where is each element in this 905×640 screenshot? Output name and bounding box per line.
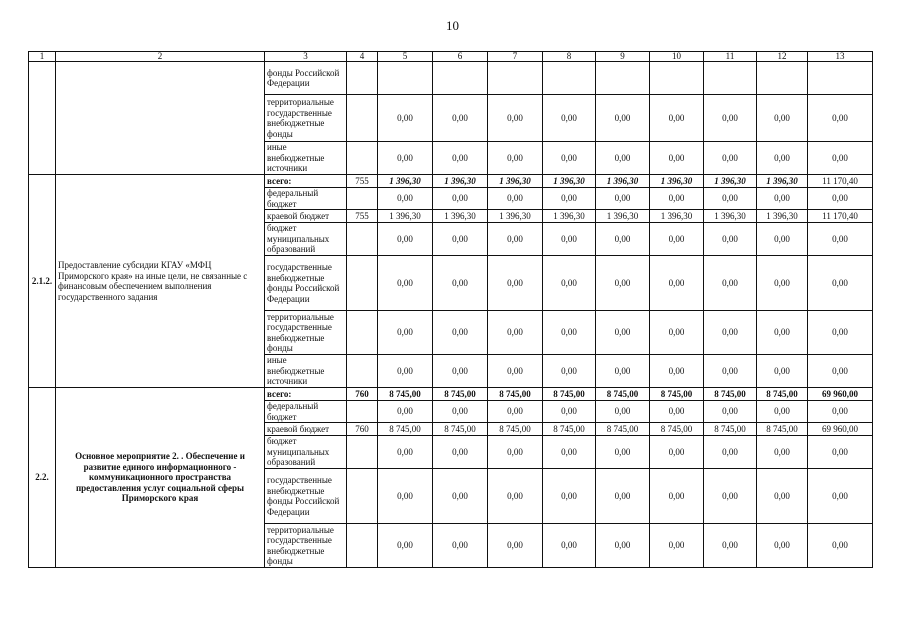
funding-source: государственные внебюджетные фонды Российской Федерации <box>265 469 347 524</box>
year-value: 0,00 <box>808 223 873 256</box>
funding-source: государственные внебюджетные фонды Российской Федерации <box>265 256 347 311</box>
budget-code: 760 <box>347 423 378 436</box>
year-value: 0,00 <box>543 524 596 568</box>
year-value: 0,00 <box>704 142 757 175</box>
year-value: 0,00 <box>704 401 757 423</box>
year-value: 0,00 <box>543 311 596 355</box>
year-value: 0,00 <box>488 188 543 210</box>
year-value: 0,00 <box>543 188 596 210</box>
year-value: 1 396,30 <box>704 175 757 188</box>
year-value: 0,00 <box>704 469 757 524</box>
funding-source: территориальные государственные внебюджетные фонды <box>265 524 347 568</box>
year-value: 1 396,30 <box>757 175 808 188</box>
year-value: 11 170,40 <box>808 175 873 188</box>
year-value: 0,00 <box>543 223 596 256</box>
year-value <box>650 62 704 95</box>
item-name: Предоставление субсидии КГАУ «МФЦ Приморского края» на иные цели, не связанные с финансовым обеспечением выполнения государственного задания <box>56 175 265 388</box>
budget-table <box>28 51 873 568</box>
year-value <box>378 62 433 95</box>
funding-source: бюджет муниципальных образований <box>265 436 347 469</box>
year-value: 8 745,00 <box>704 423 757 436</box>
funding-source: территориальные государственные внебюджетные фонды <box>265 95 347 142</box>
year-value: 0,00 <box>433 355 488 388</box>
year-value: 0,00 <box>433 223 488 256</box>
budget-code <box>347 142 378 175</box>
year-value: 0,00 <box>433 142 488 175</box>
year-value: 0,00 <box>757 401 808 423</box>
year-value: 0,00 <box>596 469 650 524</box>
year-value: 0,00 <box>757 256 808 311</box>
year-value: 1 396,30 <box>704 210 757 223</box>
year-value: 0,00 <box>378 311 433 355</box>
year-value: 1 396,30 <box>757 210 808 223</box>
year-value: 8 745,00 <box>543 423 596 436</box>
column-header: 10 <box>650 52 704 62</box>
year-value: 0,00 <box>808 95 873 142</box>
year-value: 0,00 <box>433 469 488 524</box>
funding-source: фонды Российской Федерации <box>265 62 347 95</box>
column-header: 9 <box>596 52 650 62</box>
funding-source: территориальные государственные внебюджетные фонды <box>265 311 347 355</box>
budget-code: 760 <box>347 388 378 401</box>
funding-source: бюджет муниципальных образований <box>265 223 347 256</box>
year-value: 0,00 <box>378 469 433 524</box>
table-row <box>29 62 873 95</box>
year-value: 1 396,30 <box>488 210 543 223</box>
year-value: 1 396,30 <box>378 175 433 188</box>
year-value: 0,00 <box>378 188 433 210</box>
year-value: 8 745,00 <box>596 388 650 401</box>
year-value: 0,00 <box>808 401 873 423</box>
year-value: 0,00 <box>808 256 873 311</box>
year-value: 8 745,00 <box>488 388 543 401</box>
budget-code <box>347 62 378 95</box>
year-value <box>596 62 650 95</box>
year-value: 0,00 <box>433 188 488 210</box>
year-value: 8 745,00 <box>596 423 650 436</box>
year-value: 0,00 <box>378 142 433 175</box>
year-value: 8 745,00 <box>650 388 704 401</box>
year-value: 0,00 <box>596 188 650 210</box>
year-value: 0,00 <box>650 436 704 469</box>
year-value: 0,00 <box>433 436 488 469</box>
year-value: 0,00 <box>704 524 757 568</box>
year-value: 0,00 <box>543 142 596 175</box>
year-value: 0,00 <box>704 436 757 469</box>
year-value: 0,00 <box>488 311 543 355</box>
year-value: 0,00 <box>488 355 543 388</box>
year-value: 0,00 <box>378 436 433 469</box>
year-value: 69 960,00 <box>808 388 873 401</box>
year-value: 0,00 <box>596 95 650 142</box>
item-code: 2.1.2. <box>29 175 56 388</box>
column-header: 6 <box>433 52 488 62</box>
year-value: 0,00 <box>757 524 808 568</box>
year-value: 0,00 <box>757 95 808 142</box>
year-value: 0,00 <box>378 401 433 423</box>
year-value: 0,00 <box>757 311 808 355</box>
year-value: 0,00 <box>596 256 650 311</box>
column-header: 7 <box>488 52 543 62</box>
year-value: 0,00 <box>543 436 596 469</box>
year-value: 0,00 <box>488 401 543 423</box>
budget-code <box>347 256 378 311</box>
column-header: 13 <box>808 52 873 62</box>
year-value: 69 960,00 <box>808 423 873 436</box>
year-value: 0,00 <box>543 401 596 423</box>
year-value: 0,00 <box>378 223 433 256</box>
year-value <box>488 62 543 95</box>
year-value: 0,00 <box>808 436 873 469</box>
budget-code <box>347 469 378 524</box>
year-value: 0,00 <box>808 524 873 568</box>
year-value: 0,00 <box>704 188 757 210</box>
year-value <box>433 62 488 95</box>
year-value: 1 396,30 <box>378 210 433 223</box>
year-value: 0,00 <box>704 95 757 142</box>
year-value: 0,00 <box>808 142 873 175</box>
year-value: 0,00 <box>488 524 543 568</box>
year-value: 0,00 <box>378 256 433 311</box>
budget-code <box>347 436 378 469</box>
year-value: 8 745,00 <box>757 388 808 401</box>
year-value: 11 170,40 <box>808 210 873 223</box>
year-value: 0,00 <box>650 524 704 568</box>
year-value: 0,00 <box>543 95 596 142</box>
year-value: 0,00 <box>488 223 543 256</box>
column-header: 12 <box>757 52 808 62</box>
column-header: 2 <box>56 52 265 62</box>
year-value: 0,00 <box>704 223 757 256</box>
budget-code: 755 <box>347 210 378 223</box>
year-value: 8 745,00 <box>650 423 704 436</box>
year-value: 0,00 <box>596 355 650 388</box>
year-value: 0,00 <box>704 256 757 311</box>
year-value: 0,00 <box>808 311 873 355</box>
table-row <box>29 175 873 188</box>
funding-source: иные внебюджетные источники <box>265 142 347 175</box>
year-value: 1 396,30 <box>596 210 650 223</box>
budget-code <box>347 188 378 210</box>
year-value: 0,00 <box>704 355 757 388</box>
year-value: 0,00 <box>757 355 808 388</box>
year-value: 0,00 <box>650 401 704 423</box>
year-value <box>808 62 873 95</box>
year-value: 0,00 <box>378 95 433 142</box>
budget-code <box>347 524 378 568</box>
funding-source: всего: <box>265 388 347 401</box>
year-value: 0,00 <box>596 436 650 469</box>
funding-source: федеральный бюджет <box>265 401 347 423</box>
budget-code <box>347 311 378 355</box>
year-value: 0,00 <box>378 524 433 568</box>
column-header: 8 <box>543 52 596 62</box>
year-value: 0,00 <box>650 142 704 175</box>
year-value: 8 745,00 <box>704 388 757 401</box>
year-value: 8 745,00 <box>543 388 596 401</box>
year-value: 1 396,30 <box>488 175 543 188</box>
year-value: 0,00 <box>596 401 650 423</box>
year-value: 0,00 <box>757 142 808 175</box>
year-value: 8 745,00 <box>433 423 488 436</box>
year-value: 0,00 <box>433 256 488 311</box>
year-value: 8 745,00 <box>378 423 433 436</box>
year-value: 0,00 <box>650 256 704 311</box>
year-value: 0,00 <box>757 469 808 524</box>
budget-code: 755 <box>347 175 378 188</box>
year-value: 0,00 <box>596 524 650 568</box>
year-value: 0,00 <box>433 311 488 355</box>
year-value: 0,00 <box>378 355 433 388</box>
year-value: 1 396,30 <box>650 175 704 188</box>
year-value: 1 396,30 <box>650 210 704 223</box>
item-code: 2.2. <box>29 388 56 568</box>
budget-code <box>347 223 378 256</box>
year-value <box>757 62 808 95</box>
year-value: 1 396,30 <box>543 210 596 223</box>
year-value: 0,00 <box>704 311 757 355</box>
page-number: 10 <box>446 18 459 33</box>
year-value: 0,00 <box>596 311 650 355</box>
column-header: 4 <box>347 52 378 62</box>
year-value: 0,00 <box>650 311 704 355</box>
year-value: 0,00 <box>808 355 873 388</box>
year-value: 8 745,00 <box>757 423 808 436</box>
item-name <box>56 62 265 175</box>
table-row <box>29 388 873 401</box>
year-value: 0,00 <box>488 469 543 524</box>
funding-source: всего: <box>265 175 347 188</box>
year-value: 8 745,00 <box>433 388 488 401</box>
budget-code <box>347 401 378 423</box>
year-value: 0,00 <box>543 355 596 388</box>
year-value <box>543 62 596 95</box>
column-header: 5 <box>378 52 433 62</box>
column-header: 11 <box>704 52 757 62</box>
funding-source: краевой бюджет <box>265 423 347 436</box>
year-value: 0,00 <box>433 95 488 142</box>
year-value: 8 745,00 <box>378 388 433 401</box>
year-value: 0,00 <box>596 223 650 256</box>
year-value: 0,00 <box>757 436 808 469</box>
year-value: 0,00 <box>808 188 873 210</box>
column-header-row <box>29 52 873 62</box>
year-value: 0,00 <box>488 142 543 175</box>
year-value <box>704 62 757 95</box>
year-value: 0,00 <box>543 469 596 524</box>
year-value: 1 396,30 <box>433 210 488 223</box>
year-value: 0,00 <box>757 223 808 256</box>
budget-code <box>347 95 378 142</box>
year-value: 0,00 <box>596 142 650 175</box>
year-value: 0,00 <box>650 188 704 210</box>
year-value: 0,00 <box>650 223 704 256</box>
year-value: 0,00 <box>488 436 543 469</box>
budget-table-body <box>29 52 873 568</box>
year-value: 0,00 <box>650 469 704 524</box>
funding-source: иные внебюджетные источники <box>265 355 347 388</box>
year-value: 1 396,30 <box>543 175 596 188</box>
budget-code <box>347 355 378 388</box>
year-value: 1 396,30 <box>596 175 650 188</box>
funding-source: федеральный бюджет <box>265 188 347 210</box>
item-code <box>29 62 56 175</box>
year-value: 0,00 <box>757 188 808 210</box>
year-value: 0,00 <box>433 401 488 423</box>
year-value: 0,00 <box>488 95 543 142</box>
year-value: 0,00 <box>543 256 596 311</box>
year-value: 0,00 <box>488 256 543 311</box>
item-name: Основное мероприятие 2. . Обеспечение и развитие единого информационного - коммуникационного пространства предоставления услуг социальной сферы Приморского края <box>56 388 265 568</box>
year-value: 0,00 <box>650 355 704 388</box>
year-value: 1 396,30 <box>433 175 488 188</box>
year-value: 0,00 <box>433 524 488 568</box>
year-value: 0,00 <box>808 469 873 524</box>
funding-source: краевой бюджет <box>265 210 347 223</box>
column-header: 3 <box>265 52 347 62</box>
year-value: 8 745,00 <box>488 423 543 436</box>
column-header: 1 <box>29 52 56 62</box>
year-value: 0,00 <box>650 95 704 142</box>
